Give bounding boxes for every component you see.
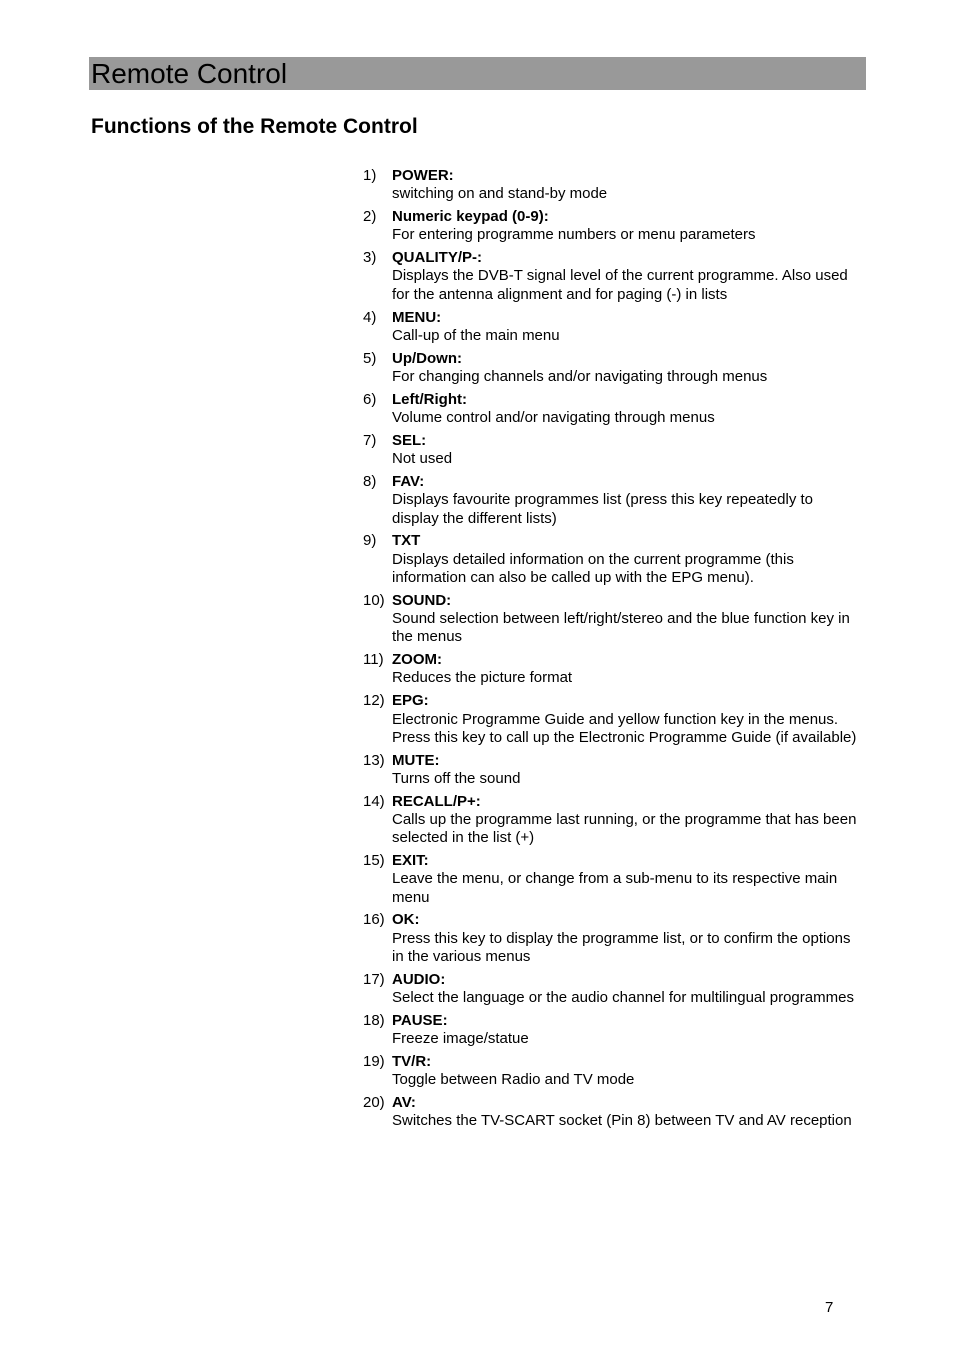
item-key: EPG: [392, 692, 429, 710]
list-item [363, 692, 863, 747]
list-item [363, 249, 863, 304]
item-key: ZOOM: [392, 651, 442, 669]
item-key: RECALL/P+: [392, 792, 481, 810]
item-number: 15) [363, 852, 385, 870]
item-number: 20) [363, 1094, 385, 1112]
item-number: 17) [363, 970, 385, 988]
item-description: Press this key to display the programme list, or to confirm the options in the various menus [392, 929, 851, 966]
item-number: 6) [363, 390, 377, 408]
item-number: 12) [363, 692, 385, 710]
item-description: Call-up of the main menu [392, 326, 560, 344]
item-key: QUALITY/P-: [392, 249, 482, 267]
item-number: 1) [363, 167, 377, 184]
list-item [363, 473, 863, 528]
item-key: Numeric keypad (0-9): [392, 208, 549, 226]
item-description: Not used [392, 450, 453, 468]
item-key: AV: [392, 1094, 416, 1112]
function-list [363, 167, 863, 1135]
section-title: Functions of the Remote Control [91, 115, 418, 138]
list-item [363, 208, 863, 245]
item-key: FAV: [392, 472, 425, 490]
list-item [363, 911, 863, 966]
item-description: For changing channels and/or navigating through menus [392, 367, 768, 385]
item-description: Sound selection between left/right/stereo and the blue function key in the menus [392, 610, 850, 646]
item-key: POWER: [392, 167, 454, 184]
item-key: PAUSE: [392, 1011, 448, 1029]
item-key: MUTE: [392, 751, 440, 769]
item-key: OK: [392, 911, 420, 929]
item-number: 4) [363, 308, 377, 326]
item-number: 18) [363, 1011, 385, 1029]
item-number: 13) [363, 751, 385, 769]
item-key: Up/Down: [392, 349, 462, 367]
page-number: 7 [825, 1299, 834, 1316]
list-item [363, 651, 863, 688]
item-number: 3) [363, 249, 377, 267]
item-number: 5) [363, 349, 377, 367]
item-description: Reduces the picture format [392, 669, 573, 687]
item-number: 8) [363, 472, 377, 490]
item-number: 7) [363, 431, 377, 449]
list-item [363, 592, 863, 647]
item-key: SOUND: [392, 591, 452, 609]
list-item [363, 971, 863, 1008]
list-item [363, 1094, 863, 1131]
item-description: Displays the DVB-T signal level of the current programme. Also used for the antenna alignment and for paging (-) in lists [392, 267, 848, 303]
list-item [363, 350, 863, 387]
list-item [363, 793, 863, 848]
list-item [363, 391, 863, 428]
item-description: Leave the menu, or change from a sub-menu to its respective main menu [392, 870, 838, 906]
list-item [363, 432, 863, 469]
item-description: Select the language or the audio channel for multilingual programmes [392, 989, 854, 1007]
item-description: Toggle between Radio and TV mode [392, 1071, 635, 1089]
header-bar [89, 57, 866, 90]
item-number: 19) [363, 1053, 385, 1071]
item-key: TV/R: [392, 1053, 432, 1071]
item-description: Displays detailed information on the current programme (this information can also be called up with the EPG menu). [392, 550, 794, 586]
list-item [363, 752, 863, 789]
item-description: For entering programme numbers or menu parameters [392, 226, 756, 244]
list-item [363, 1012, 863, 1049]
item-description: Displays favourite programmes list (press this key repeatedly to display the different lists) [392, 491, 813, 527]
list-item [363, 167, 863, 204]
item-number: 9) [363, 532, 377, 550]
item-key: AUDIO: [392, 970, 446, 988]
item-description: Freeze image/statue [392, 1030, 529, 1048]
item-key: MENU: [392, 308, 442, 326]
item-number: 14) [363, 792, 385, 810]
list-item [363, 1053, 863, 1090]
item-description: switching on and stand-by mode [392, 185, 608, 203]
item-description: Electronic Programme Guide and yellow function key in the menus. Press this key to call up the Electronic Programme Guide (if available) [392, 710, 857, 746]
list-item [363, 532, 863, 587]
item-number: 11) [363, 651, 384, 669]
page-title: Remote Control [91, 58, 288, 89]
item-description: Volume control and/or navigating through menus [392, 409, 715, 427]
item-key: TXT [392, 532, 421, 550]
item-number: 16) [363, 911, 385, 929]
item-description: Turns off the sound [392, 769, 521, 787]
item-description: Switches the TV-SCART socket (Pin 8) between TV and AV reception [392, 1112, 852, 1130]
item-number: 10) [363, 591, 385, 609]
item-key: EXIT: [392, 852, 429, 870]
list-item [363, 852, 863, 907]
item-number: 2) [363, 208, 377, 226]
item-key: Left/Right: [392, 390, 467, 408]
item-description: Calls up the programme last running, or the programme that has been selected in the list (+) [392, 811, 857, 847]
list-item [363, 309, 863, 346]
item-key: SEL: [392, 431, 427, 449]
